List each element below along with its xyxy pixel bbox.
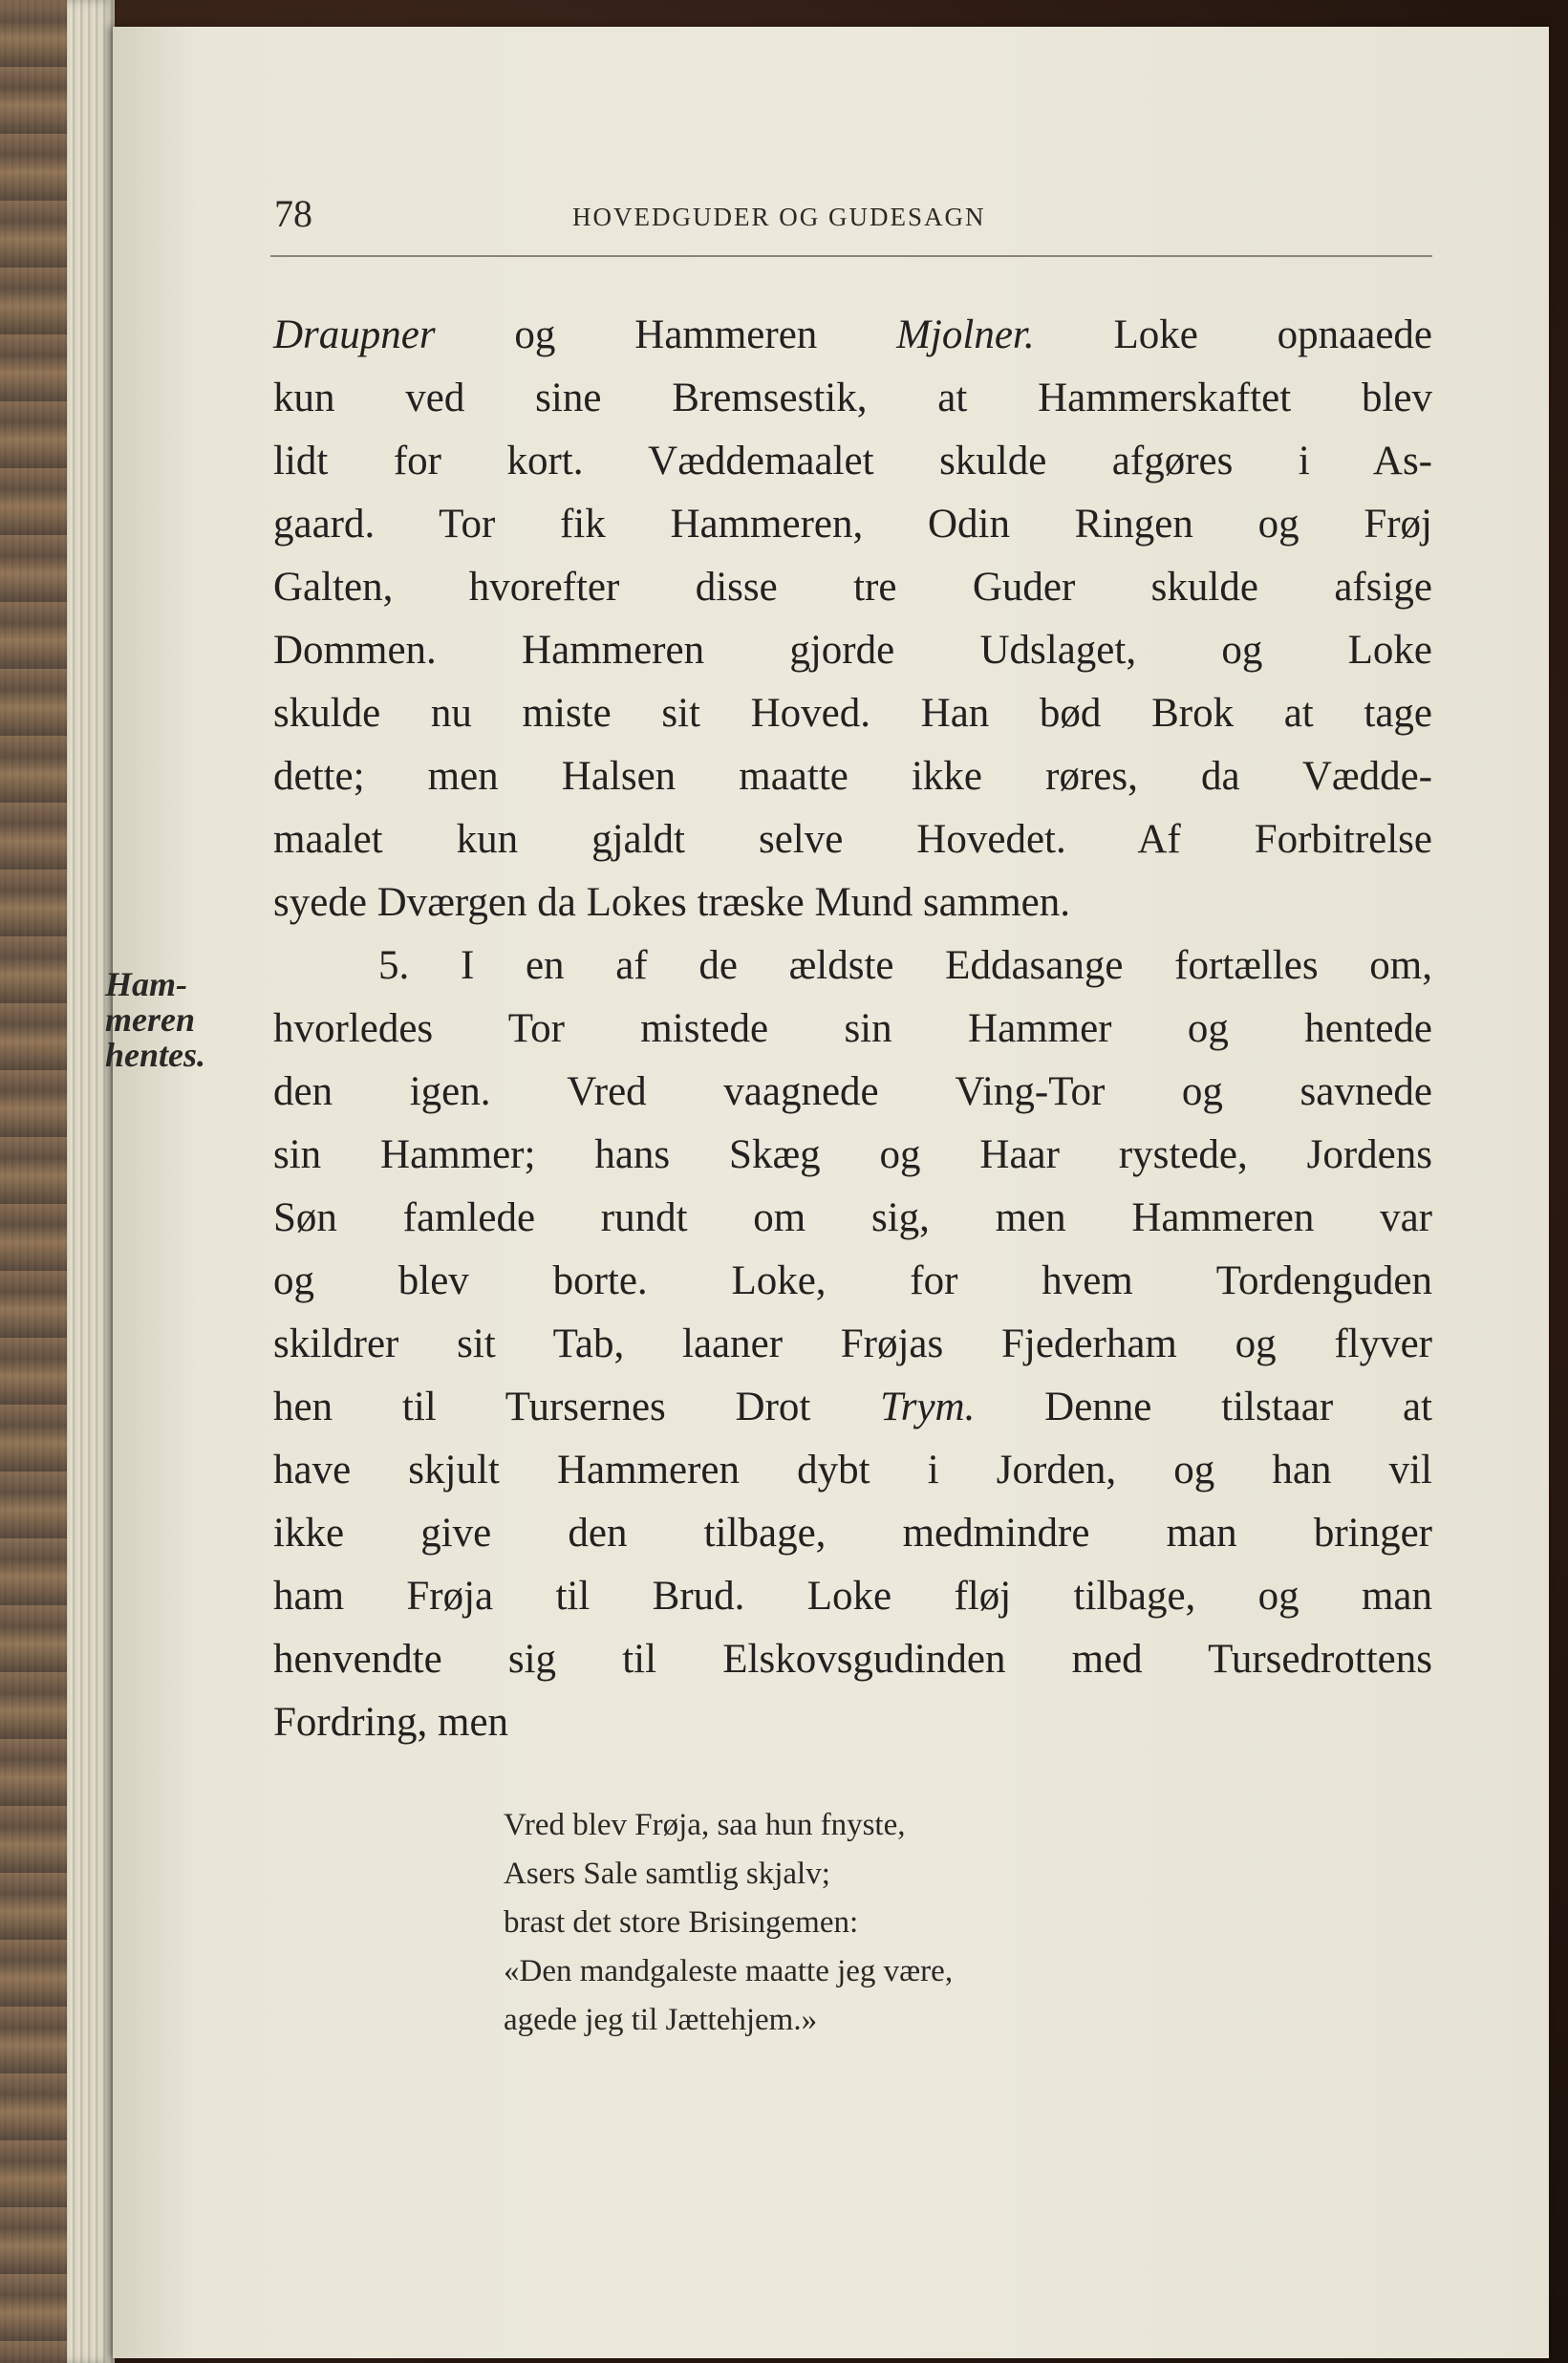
italic-name: Trym.	[880, 1385, 976, 1429]
text-run: dette; men Halsen maatte ikke røres, da Vædde-	[273, 754, 1432, 799]
text-run: Fordring, men	[273, 1700, 509, 1745]
text-run: og Hammeren	[435, 312, 897, 357]
text-line	[273, 619, 1432, 682]
text-line	[273, 1565, 1432, 1628]
page-header	[274, 191, 1430, 248]
text-run: Søn famlede rundt om sig, men Hammeren var	[273, 1195, 1432, 1240]
text-line	[273, 1376, 1432, 1439]
margin-note-line: meren	[105, 1000, 195, 1039]
text-run: Loke opnaaede	[1034, 312, 1432, 357]
italic-name: Draupner	[273, 312, 436, 357]
text-run: have skjult Hammeren dybt i Jorden, og han vil	[273, 1448, 1432, 1493]
text-run: gaard. Tor fik Hammeren, Odin Ringen og Frøj	[273, 502, 1432, 547]
text-line	[273, 430, 1432, 493]
text-line	[273, 493, 1432, 556]
verse-line: brast det store Brisingemen:	[504, 1905, 859, 1940]
text-run: lidt for kort. Væddemaalet skulde afgøres i As-	[273, 439, 1432, 483]
leather-binding	[0, 0, 67, 2363]
text-line	[273, 556, 1432, 619]
text-line	[273, 1628, 1432, 1691]
text-run: henvendte sig til Elskovsgudinden med Tursedrottens	[273, 1637, 1432, 1682]
text-run: 5. I en af de ældste Eddasange fortælles om,	[378, 943, 1432, 988]
text-line	[273, 367, 1432, 430]
text-line	[273, 1250, 1432, 1313]
text-run: hvorledes Tor mistede sin Hammer og hentede	[273, 1006, 1432, 1051]
verse-line: Asers Sale samtlig skjalv;	[504, 1857, 830, 1891]
text-line	[273, 745, 1432, 808]
text-run: Denne tilstaar at	[975, 1385, 1432, 1429]
text-line	[273, 1187, 1432, 1250]
text-line	[273, 1502, 1432, 1565]
text-line	[273, 808, 1432, 871]
text-run: ikke give den tilbage, medmindre man bringer	[273, 1511, 1432, 1556]
text-run: syede Dværgen da Lokes træske Mund sammen.	[273, 880, 1070, 925]
text-line	[273, 1061, 1432, 1124]
verse-line: «Den mandgaleste maatte jeg være,	[504, 1954, 954, 1988]
running-head: HOVEDGUDER OG GUDESAGN	[572, 203, 986, 231]
verse-line: agede jeg til Jættehjem.»	[504, 2003, 818, 2037]
margin-note	[105, 967, 268, 1073]
text-line	[273, 871, 1432, 934]
margin-note-line: hentes.	[105, 1036, 206, 1074]
text-line	[273, 1691, 1432, 1754]
text-run: skildrer sit Tab, laaner Frøjas Fjederham og flyver	[273, 1321, 1432, 1366]
text-run: maalet kun gjaldt selve Hovedet. Af Forbitrelse	[273, 817, 1432, 862]
text-line	[273, 1313, 1432, 1376]
text-line	[273, 998, 1432, 1061]
text-line	[273, 1439, 1432, 1502]
text-run: Galten, hvorefter disse tre Guder skulde afsige	[273, 565, 1432, 610]
text-run: Dommen. Hammeren gjorde Udslaget, og Loke	[273, 628, 1432, 673]
verse-line: Vred blev Frøja, saa hun fnyste,	[504, 1808, 906, 1842]
italic-name: Mjolner.	[896, 312, 1035, 357]
text-line	[273, 934, 1432, 998]
text-run: kun ved sine Bremsestik, at Hammerskaftet blev	[273, 376, 1432, 420]
text-run: den igen. Vred vaagnede Ving-Tor og savnede	[273, 1069, 1432, 1114]
margin-note-line: Ham-	[105, 965, 187, 1003]
text-run: skulde nu miste sit Hoved. Han bød Brok at tage	[273, 691, 1432, 736]
verse-quotation	[504, 1801, 1268, 2045]
text-run: hen til Tursernes Drot	[273, 1385, 881, 1429]
text-line	[273, 304, 1432, 367]
text-run: og blev borte. Loke, for hvem Tordenguden	[273, 1258, 1432, 1303]
text-line	[273, 682, 1432, 745]
body-text	[273, 304, 1432, 1754]
header-rule	[270, 255, 1432, 257]
text-run: ham Frøja til Brud. Loke fløj tilbage, og man	[273, 1574, 1432, 1619]
text-line	[273, 1124, 1432, 1187]
text-run: sin Hammer; hans Skæg og Haar rystede, Jordens	[273, 1132, 1432, 1177]
page-number: 78	[274, 192, 312, 235]
